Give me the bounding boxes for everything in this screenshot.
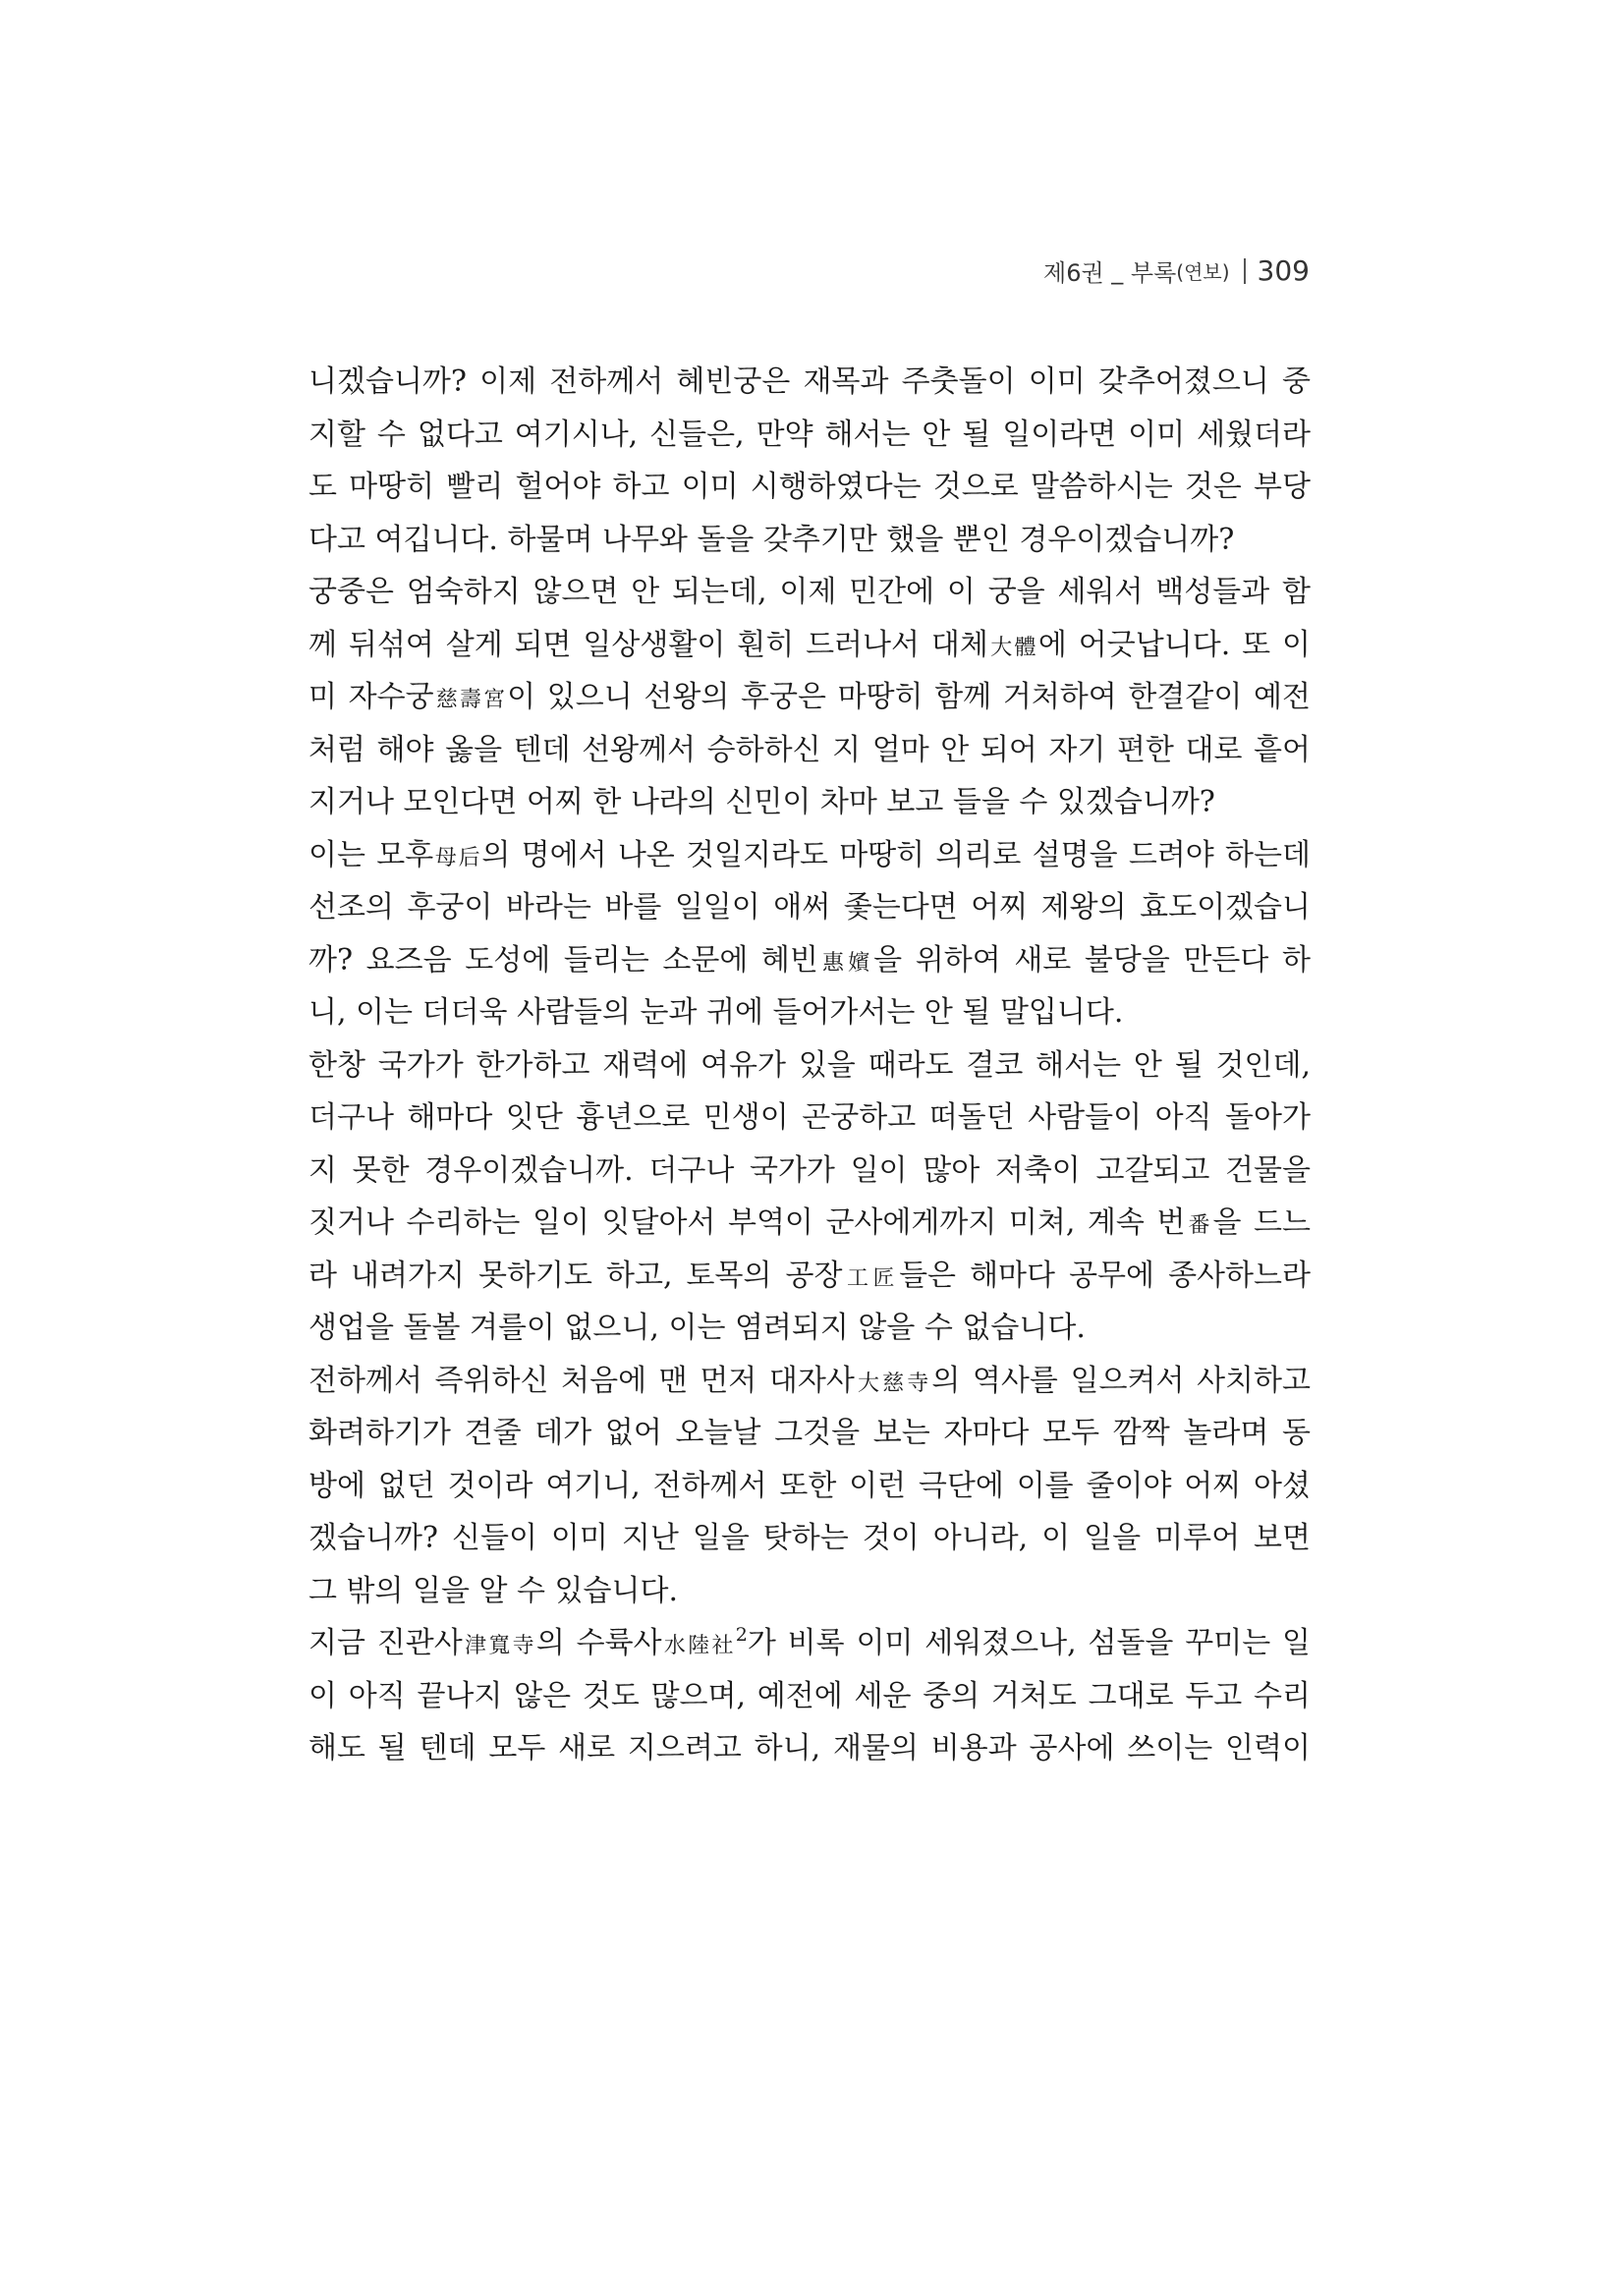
header-dash: _ — [1103, 256, 1131, 285]
text-line — [308, 1250, 1311, 1303]
text-run: 의 명에서 나온 것일지라도 마땅히 의리로 설명을 드려야 하는데 — [481, 837, 1311, 872]
text-run: 더구나 해마다 잇단 흉년으로 민생이 곤궁하고 떠돌던 사람들이 아직 돌아가 — [308, 1100, 1311, 1135]
text-line — [308, 1407, 1311, 1460]
text-run: 지 못한 경우이겠습니까. 더구나 국가가 일이 많아 저축이 고갈되고 건물을 — [308, 1152, 1311, 1188]
text-run: 가 비록 이미 세워졌으나, 섬돌을 꾸미는 일 — [747, 1626, 1311, 1660]
text-line — [308, 1302, 1311, 1355]
text-run: 의 역사를 일으켜서 사치하고 — [931, 1363, 1311, 1398]
text-line — [308, 1565, 1311, 1618]
hanja-annotation: 慈壽宮 — [433, 688, 508, 712]
text-run: 다고 여깁니다. 하물며 나무와 돌을 갖추기만 했을 뿐인 경우이겠습니까? — [308, 522, 1235, 557]
volume-label: 제6권 — [1043, 259, 1104, 287]
text-line — [308, 986, 1311, 1039]
body-text — [308, 356, 1311, 1775]
section-label: 부록 — [1130, 259, 1177, 287]
footnote-marker: 2 — [735, 1624, 748, 1646]
text-run: 이 있으니 선왕의 후궁은 마땅히 함께 거처하여 한결같이 예전 — [507, 680, 1311, 714]
text-run: 생업을 돌볼 겨를이 없으니, 이는 염려되지 않을 수 없습니다. — [308, 1311, 1086, 1345]
text-line — [308, 1617, 1311, 1670]
text-run: 께 뒤섞여 살게 되면 일상생활이 훤히 드러나서 대체 — [308, 627, 988, 662]
text-line — [308, 724, 1311, 777]
section-subtitle: (연보) — [1176, 260, 1230, 284]
text-run: 해도 될 텐데 모두 새로 지으려고 하니, 재물의 비용과 공사에 쓰이는 인력이 — [308, 1731, 1311, 1765]
text-run: 전하께서 즉위하신 처음에 맨 먼저 대자사 — [308, 1363, 855, 1398]
text-run: 도 마땅히 빨리 헐어야 하고 이미 시행하였다는 것으로 말씀하시는 것은 부당 — [308, 470, 1311, 504]
text-run: 니겠습니까? 이제 전하께서 혜빈궁은 재목과 주춧돌이 이미 갖추어졌으니 중 — [308, 364, 1311, 399]
text-run: 지금 진관사 — [308, 1626, 463, 1660]
text-run: 짓거나 수리하는 일이 잇달아서 부역이 군사에게까지 미쳐, 계속 번 — [308, 1205, 1186, 1240]
text-run: 한창 국가가 한가하고 재력에 여유가 있을 때라도 결코 해서는 안 될 것인데, — [308, 1047, 1311, 1083]
page-number: 309 — [1257, 254, 1310, 287]
text-line — [308, 1512, 1311, 1565]
text-line — [308, 1145, 1311, 1198]
text-line — [308, 461, 1311, 514]
text-run: 선조의 후궁이 바라는 바를 일일이 애써 좇는다면 어찌 제왕의 효도이겠습니 — [308, 890, 1311, 924]
text-line — [308, 619, 1311, 672]
text-line — [308, 1039, 1311, 1092]
text-line — [308, 671, 1311, 724]
text-run: 의 수륙사 — [535, 1626, 662, 1660]
hanja-annotation: 惠嬪 — [817, 950, 874, 976]
text-line — [308, 514, 1311, 567]
text-line — [308, 934, 1311, 987]
text-line — [308, 1092, 1311, 1145]
text-line — [308, 776, 1311, 829]
text-run: 미 자수궁 — [308, 680, 434, 714]
running-head — [1043, 253, 1310, 288]
text-run: 지거나 모인다면 어찌 한 나라의 신민이 차마 보고 들을 수 있겠습니까? — [308, 785, 1215, 819]
text-line — [308, 881, 1311, 934]
text-run: 들은 해마다 공무에 종사하느라 — [899, 1258, 1311, 1293]
text-line — [308, 566, 1311, 619]
text-line — [308, 1670, 1311, 1723]
text-line — [308, 1460, 1311, 1513]
text-line — [308, 829, 1311, 882]
hanja-annotation: 番 — [1185, 1213, 1213, 1238]
text-run: 방에 없던 것이라 여기니, 전하께서 또한 이런 극단에 이를 줄이야 어찌 아셨 — [308, 1468, 1311, 1503]
text-run: 을 위하여 새로 불당을 만든다 하 — [873, 942, 1311, 978]
text-line — [308, 1722, 1311, 1775]
text-line — [308, 356, 1311, 409]
text-run: 니, 이는 더더욱 사람들의 눈과 귀에 들어가서는 안 될 말입니다. — [308, 995, 1124, 1030]
text-run: 에 어긋납니다. 또 이 — [1037, 627, 1311, 662]
header-divider — [1244, 258, 1246, 284]
text-line — [308, 409, 1311, 462]
text-run: 궁중은 엄숙하지 않으면 안 되는데, 이제 민간에 이 궁을 세워서 백성들과 함 — [308, 575, 1311, 609]
text-run: 라 내려가지 못하기도 하고, 토목의 공장 — [308, 1258, 843, 1293]
hanja-annotation: 工匠 — [842, 1265, 900, 1291]
hanja-annotation: 水陸社 — [661, 1634, 736, 1658]
text-run: 처럼 해야 옳을 텐데 선왕께서 승하하신 지 얼마 안 되어 자기 편한 대로 흩어 — [308, 732, 1311, 767]
text-run: 그 밖의 일을 알 수 있습니다. — [308, 1573, 678, 1608]
text-run: 화려하기가 견줄 데가 없어 오늘날 그것을 보는 자마다 모두 깜짝 놀라며 동 — [308, 1416, 1311, 1450]
hanja-annotation: 大體 — [987, 635, 1038, 660]
text-line — [308, 1197, 1311, 1250]
text-run: 지할 수 없다고 여기시나, 신들은, 만약 해서는 안 될 일이라면 이미 세웠더라 — [308, 417, 1311, 452]
text-run: 겠습니까? 신들이 이미 지난 일을 탓하는 것이 아니라, 이 일을 미루어 보면 — [308, 1521, 1311, 1555]
hanja-annotation: 津寬寺 — [462, 1634, 536, 1658]
hanja-annotation: 母后 — [433, 845, 482, 870]
text-run: 이는 모후 — [308, 837, 434, 872]
text-run: 까? 요즈음 도성에 들리는 소문에 혜빈 — [308, 942, 818, 978]
text-run: 이 아직 끝나지 않은 것도 많으며, 예전에 세운 중의 거처도 그대로 두고 수리 — [308, 1678, 1311, 1713]
hanja-annotation: 大慈寺 — [854, 1371, 932, 1396]
text-run: 을 드느 — [1212, 1205, 1311, 1240]
text-line — [308, 1355, 1311, 1408]
